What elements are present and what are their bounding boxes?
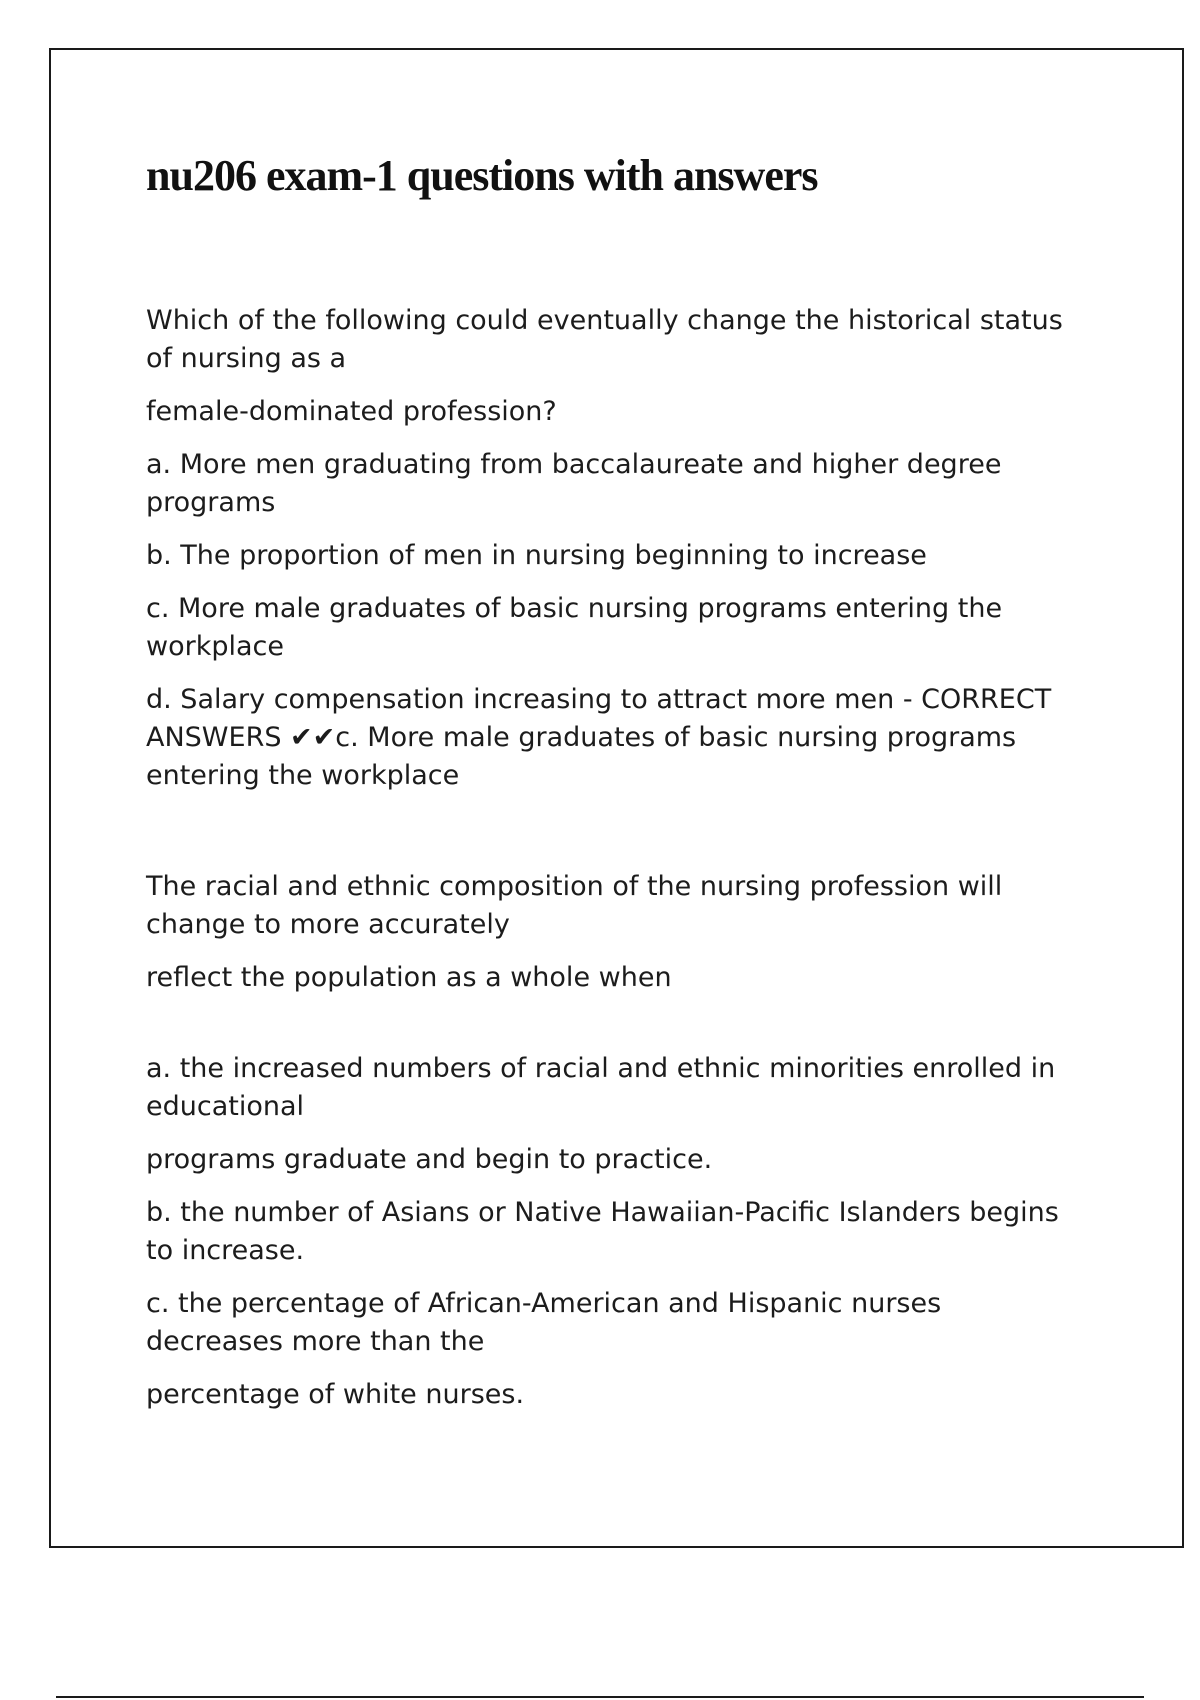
question-1-option-d-with-answer: d. Salary compensation increasing to attract more men - CORRECT ANSWERS ✔✔c. More male graduates of basic nursing programs entering the workplace	[146, 684, 1052, 791]
question-2-stem-line-2: reflect the population as a whole when	[146, 962, 672, 993]
question-1-option-a: a. More men graduating from baccalaureate and higher degree programs	[146, 449, 1002, 518]
question-2-option-c-continued: percentage of white nurses.	[146, 1379, 525, 1410]
question-1-option-c: c. More male graduates of basic nursing programs entering the workplace	[146, 593, 1003, 662]
question-1-stem-line-1: Which of the following could eventually change the historical status of nursing as a	[146, 305, 1063, 374]
question-1-option-b: b. The proportion of men in nursing beginning to increase	[146, 540, 927, 571]
question-1-stem-line-2: female-dominated profession?	[146, 396, 557, 427]
question-1	[146, 302, 1086, 810]
question-2-option-c: c. the percentage of African-American and Hispanic nurses decreases more than the	[146, 1288, 942, 1357]
question-2-option-a-continued: programs graduate and begin to practice.	[146, 1144, 713, 1175]
question-2-option-a: a. the increased numbers of racial and ethnic minorities enrolled in educational	[146, 1053, 1056, 1122]
document-title: nu206 exam-1 questions with answers	[146, 151, 818, 200]
question-2-stem-line-1: The racial and ethnic composition of the nursing profession will change to more accurately	[146, 871, 1003, 940]
question-2-option-b: b. the number of Asians or Native Hawaiian-Pacific Islanders begins to increase.	[146, 1197, 1059, 1266]
question-2	[146, 868, 1086, 1429]
page-bottom-divider	[56, 1696, 1144, 1698]
